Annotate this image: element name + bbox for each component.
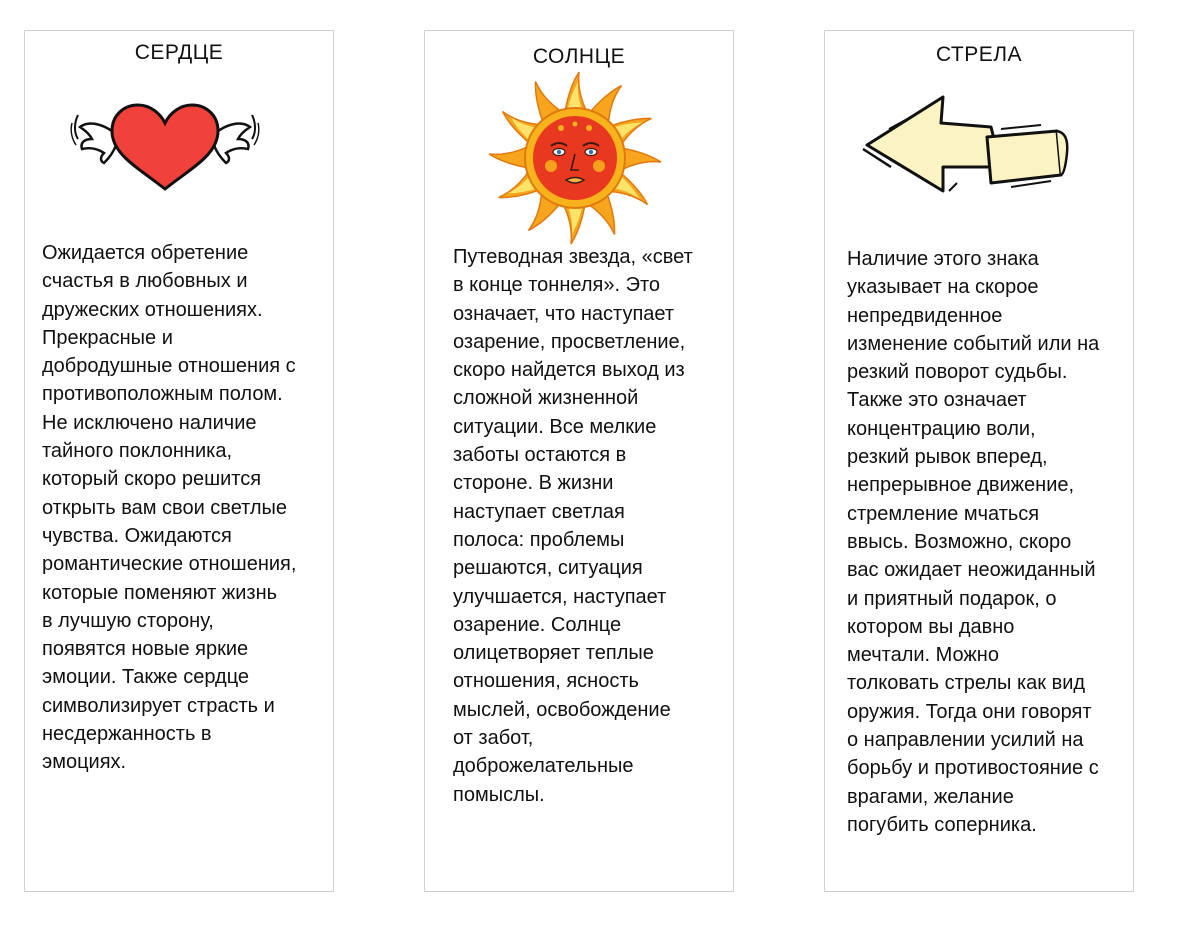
card-sun <box>424 30 734 892</box>
card-title: СЕРДЦЕ <box>134 41 224 64</box>
card-heart <box>24 30 334 892</box>
card-title: СТРЕЛА <box>935 43 1023 66</box>
sun-face-icon <box>487 69 663 247</box>
arrow-left-icon <box>861 93 1071 197</box>
card-title: СОЛНЦЕ <box>532 45 626 68</box>
card-arrow <box>824 30 1134 892</box>
card-description: Путеводная звезда, «свет в конце тоннеля». Это означает, что наступает озарение, просветление, скоро найдется выход из сложной жизненной ситуации. Все мелкие заботы остаются в стороне. В жизни наступает светлая полоса: проблемы решаются, ситуация улучшается, наступает озарение. Солнце олицетворяет теплые отношения, ясность мыслей, освобождение от забот, доброжелательные помыслы. <box>453 246 693 806</box>
card-description: Ожидается обретение счастья в любовных и дружеских отношениях. Прекрасные и добродушные отношения с противоположным полом. Не исключено наличие тайного поклонника, который скоро решится открыть вам свои светлые чувства. Ожидаются романтические отношения, которые поменяют жизнь в лучшую сторону, появятся новые яркие эмоции. Также сердце символизирует страсть и несдержанность в эмоциях. <box>42 242 297 774</box>
card-description: Наличие этого знака указывает на скорое непредвиденное изменение событий или на резкий поворот судьбы. Также это означает концентрацию воли, резкий рывок вперед, непрерывное движение, стремление мчаться ввысь. Возможно, скоро вас ожидает неожиданный и приятный подарок, о котором вы давно мечтали. Можно толковать стрелы как вид оружия. Тогда они говорят о направлении усилий на борьбу и противостояние с врагами, желание погубить соперника. <box>847 248 1100 836</box>
winged-heart-icon <box>70 93 260 193</box>
